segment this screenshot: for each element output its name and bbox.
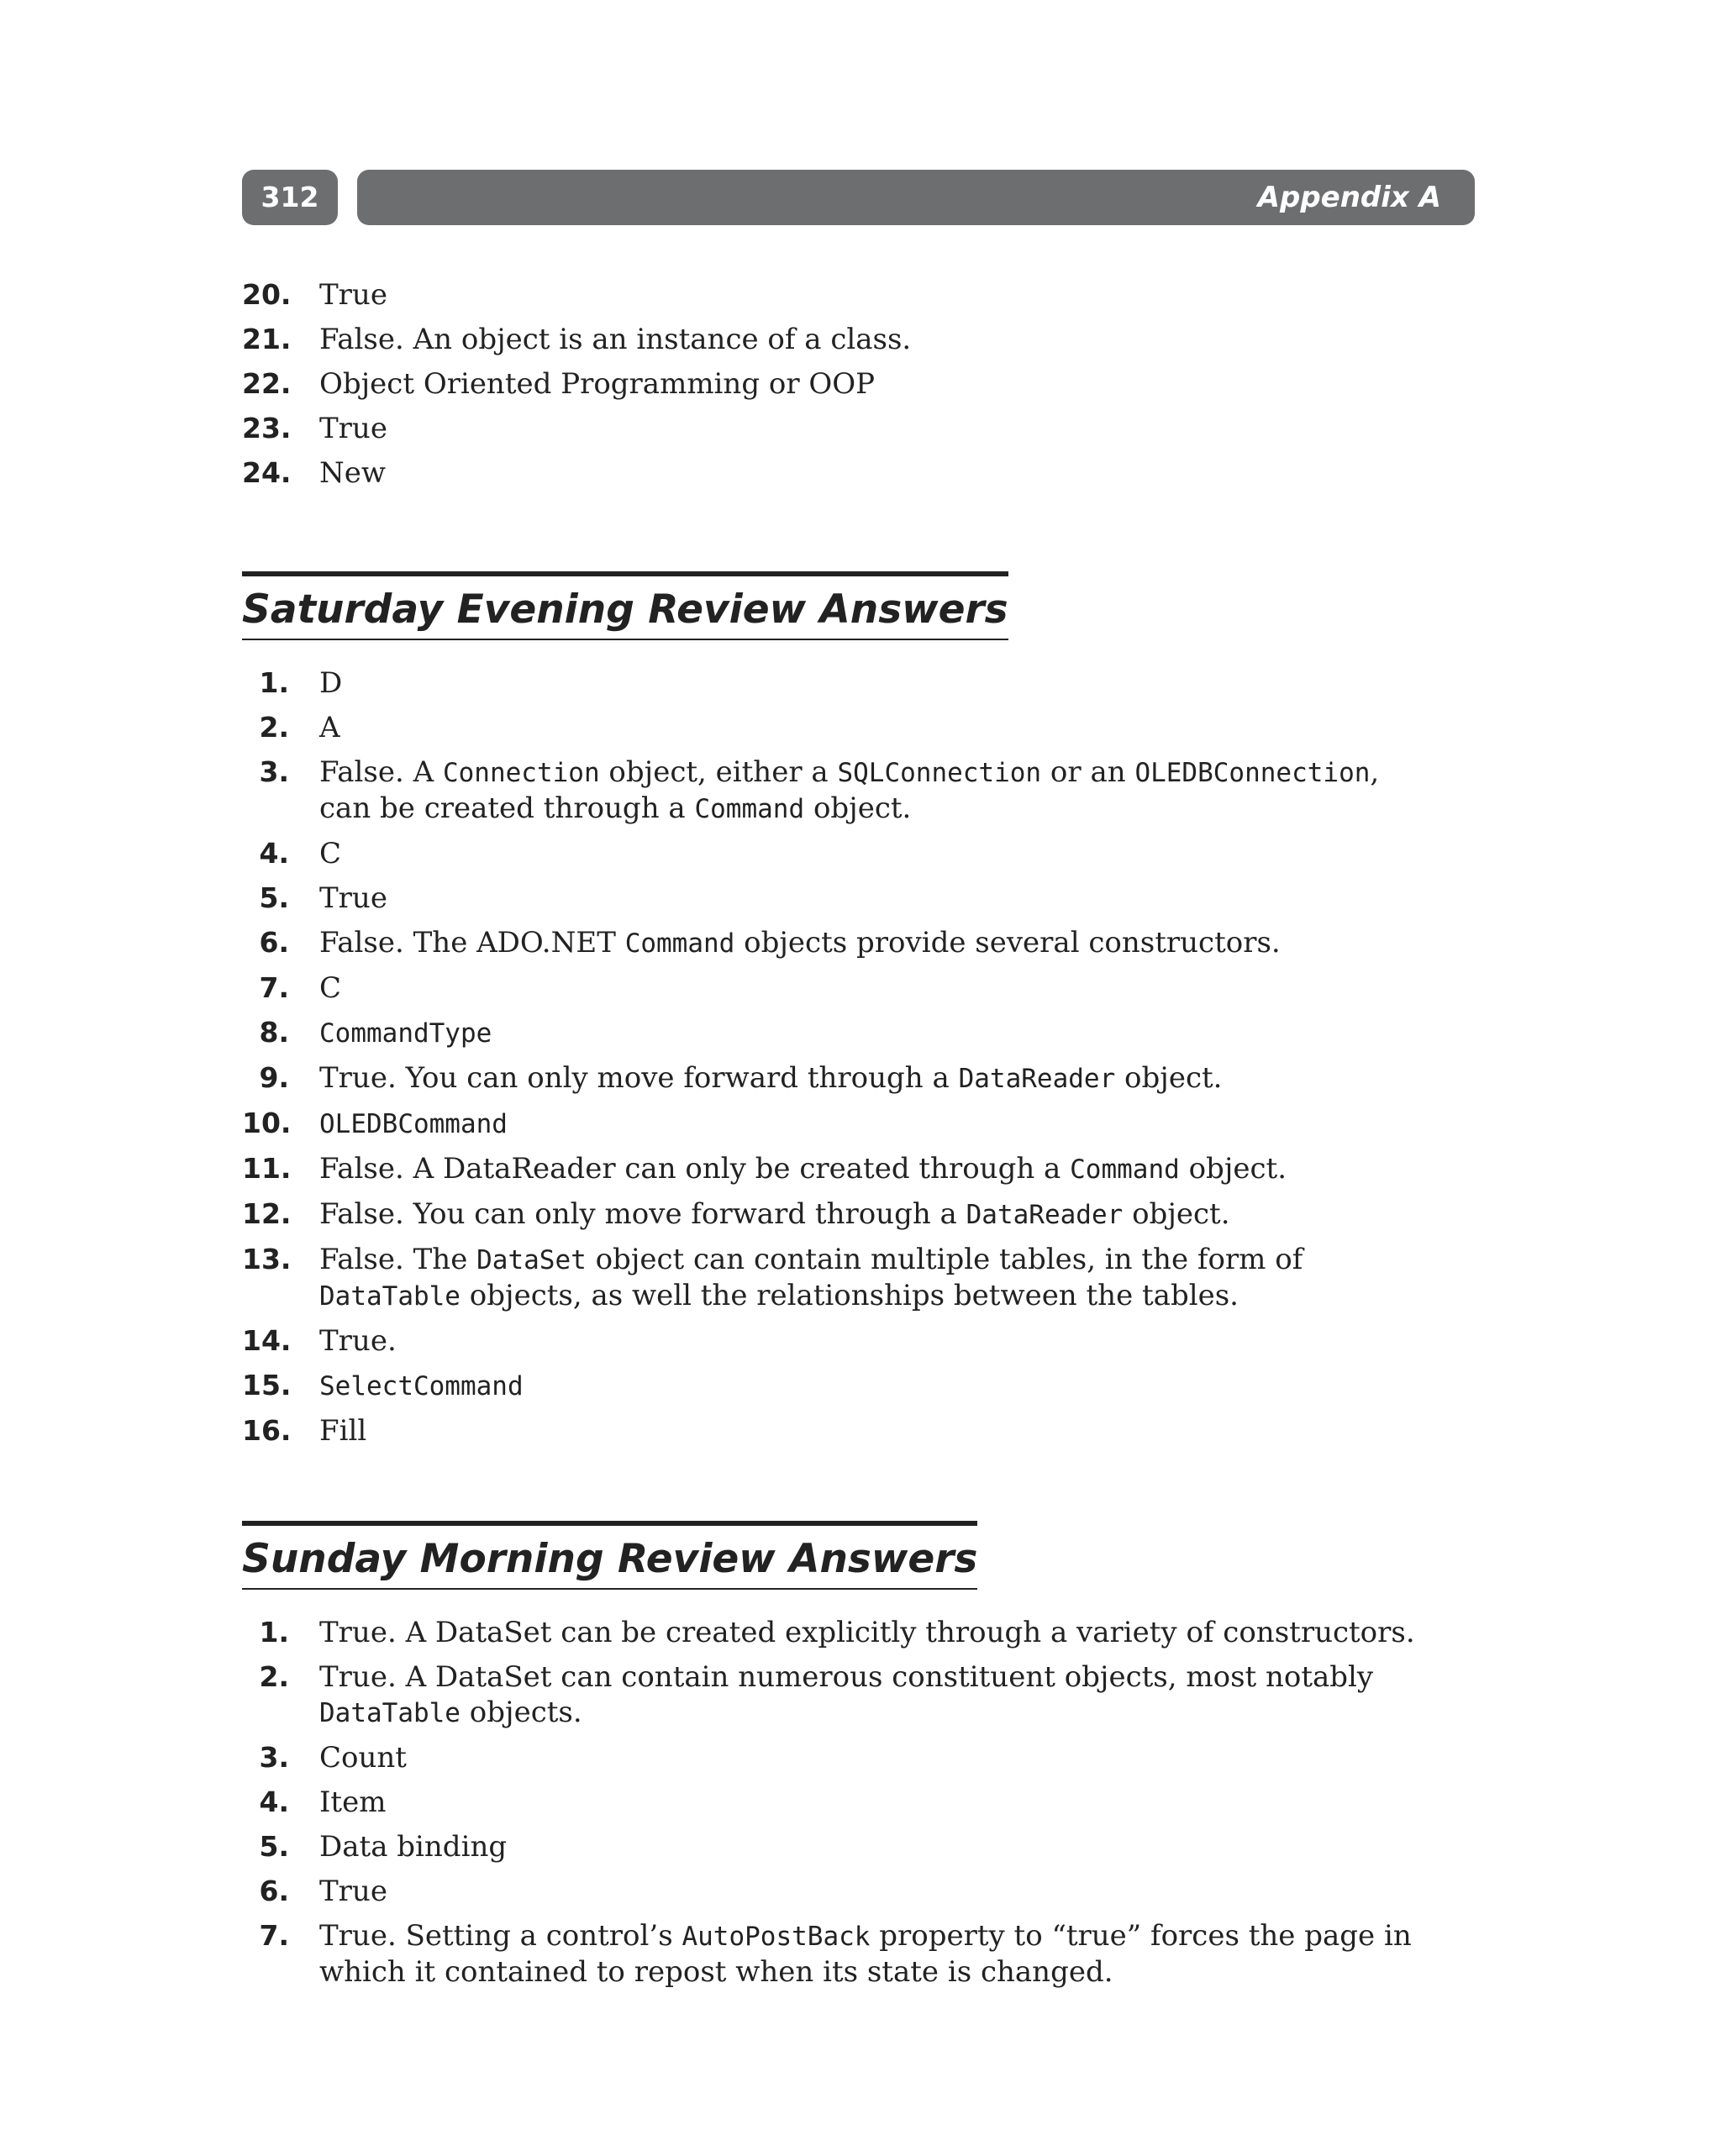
list-item [242,1785,1435,1820]
item-answer [319,367,875,401]
list-item [242,366,1418,402]
item-number: 23. [242,412,292,444]
answer-text: , can be created through a [319,755,1380,825]
item-answer [319,1919,1412,1989]
answer-text: Fill [319,1414,367,1448]
list-item [242,411,1418,446]
item-number: 6. [259,926,289,959]
list-item [242,710,1418,745]
item-number: 12. [242,1197,292,1230]
answer-text: objects. [460,1696,582,1729]
item-number: 6. [259,1875,289,1907]
code-term: DataTable [319,1281,461,1312]
answer-text: A [319,711,340,744]
item-answer [319,971,341,1005]
answer-text: False. A DataReader can only be created through a [319,1152,1071,1186]
item-number: 7. [259,1919,289,1952]
item-number: 24. [242,456,292,489]
list-item [242,1060,1418,1096]
item-number: 22. [242,367,292,400]
code-term: Command [694,794,805,824]
item-answer [319,711,340,744]
answer-text: Object Oriented Programming or OOP [319,367,876,401]
answer-text: True. Setting a control’s [319,1919,682,1953]
list-item [242,322,1418,357]
item-number: 11. [242,1152,292,1185]
code-term: DataReader [966,1200,1124,1230]
list-item [242,1196,1418,1233]
code-term: CommandType [319,1018,492,1049]
item-answer [319,1414,366,1448]
item-number: 5. [259,881,289,914]
answer-text: C [319,837,342,870]
list-item [242,925,1418,961]
item-answer [319,1369,524,1402]
item-answer [319,456,386,490]
answer-text: objects, as well the relationships between the tables. [460,1279,1239,1312]
answer-text: False. You can only move forward through a [319,1197,966,1231]
section-sunday [242,1521,977,1590]
section-title-sunday: Sunday Morning Review Answers [242,1536,978,1582]
answer-list-saturday [242,665,1418,1458]
code-term: Connection [442,758,600,788]
answer-text: object can contain multiple tables, in the form of [586,1243,1303,1276]
item-answer [319,1016,492,1049]
code-term: DataSet [476,1245,587,1275]
code-term: DataTable [319,1698,461,1728]
list-item [242,1151,1418,1187]
list-item [242,1413,1418,1449]
item-number: 9. [259,1061,289,1094]
list-item [242,277,1418,313]
item-answer [319,1830,507,1864]
list-item [242,455,1418,491]
answer-text: object, either a [599,755,838,789]
answer-text: True [319,881,387,915]
list-item [242,1106,1418,1142]
item-number: 15. [242,1369,292,1401]
item-answer [319,1785,386,1819]
list-item [242,1323,1418,1359]
item-number: 3. [259,755,289,788]
code-term: Command [1070,1154,1180,1185]
item-answer [319,837,341,870]
list-item [242,970,1418,1006]
item-answer [319,666,342,700]
item-answer [319,755,1379,825]
list-item [242,1918,1435,1990]
item-number: 4. [259,837,289,870]
code-term: AutoPostBack [682,1922,871,1952]
item-answer [319,1197,1230,1231]
code-term: OLEDBCommand [319,1109,508,1139]
item-answer [319,1324,397,1358]
item-number: 8. [259,1016,289,1049]
item-answer [319,1875,387,1908]
item-answer [319,1152,1287,1186]
item-number: 2. [259,1660,289,1693]
item-answer [319,1243,1303,1312]
list-item [242,1829,1435,1864]
item-number: 2. [259,711,289,744]
answer-text: True [319,412,387,445]
item-answer [319,1107,508,1140]
answer-text: True. A DataSet can contain numerous constituent objects, most notably [319,1660,1374,1694]
list-item [242,1242,1418,1314]
list-item [242,665,1418,701]
list-item [242,1874,1435,1909]
answer-text: True. A DataSet can be created explicitly through a variety of constructors. [319,1616,1415,1649]
list-item [242,1659,1435,1731]
code-term: Command [624,928,735,959]
list-item [242,1615,1435,1650]
answer-text: object. [1179,1152,1287,1186]
item-answer [319,278,387,312]
item-number: 1. [259,666,289,699]
running-header-title: Appendix A [1257,181,1441,214]
answer-text: False. An object is an instance of a class. [319,323,912,356]
answer-text: True. [319,1324,397,1358]
section-saturday [242,571,1008,640]
section-title-saturday: Saturday Evening Review Answers [242,586,1008,633]
item-answer [319,412,387,445]
item-answer [319,1660,1373,1729]
answer-text: False. The ADO.NET [319,926,625,960]
code-term: DataReader [958,1064,1116,1094]
item-number: 5. [259,1830,289,1863]
answer-text: Data binding [319,1830,508,1864]
answer-text: object. [1123,1197,1230,1231]
answer-text: objects provide several constructors. [734,926,1281,960]
answer-list-sunday [242,1615,1435,1999]
answer-text: object. [804,791,912,825]
code-term: SelectCommand [319,1371,524,1401]
answer-text: Item [319,1785,387,1819]
item-answer [319,1741,407,1775]
item-number: 13. [242,1243,292,1275]
item-number: 4. [259,1785,289,1818]
item-answer [319,926,1281,960]
answer-text: property to “true” forces the page in which it contained to repost when its state is changed. [319,1919,1412,1989]
item-number: 1. [259,1616,289,1649]
item-number: 14. [242,1324,292,1357]
item-answer [319,1061,1222,1095]
answer-text: True [319,1875,387,1908]
item-number: 16. [242,1414,292,1447]
answer-text: C [319,971,342,1005]
item-answer [319,1616,1415,1649]
list-item [242,836,1418,871]
answer-text: False. A [319,755,443,789]
item-number: 20. [242,278,292,311]
item-answer [319,323,911,356]
code-term: OLEDBConnection [1134,758,1371,788]
list-item [242,881,1418,916]
answer-text: True [319,278,387,312]
answer-text: D [319,666,343,700]
answer-text: Count [319,1741,407,1775]
answer-list-top [242,277,1418,500]
answer-text: False. The [319,1243,477,1276]
list-item [242,1368,1418,1404]
item-number: 21. [242,323,292,355]
item-number: 10. [242,1107,292,1139]
list-item [242,1740,1435,1775]
list-item [242,1015,1418,1051]
item-answer [319,881,387,915]
answer-text: True. You can only move forward through a [319,1061,959,1095]
page-number: 312 [242,170,338,225]
answer-text: or an [1041,755,1135,789]
answer-text: New [319,456,386,490]
code-term: SQLConnection [837,758,1042,788]
answer-text: object. [1115,1061,1223,1095]
item-number: 7. [259,971,289,1004]
item-number: 3. [259,1741,289,1774]
running-header [357,170,1475,225]
list-item [242,755,1418,827]
